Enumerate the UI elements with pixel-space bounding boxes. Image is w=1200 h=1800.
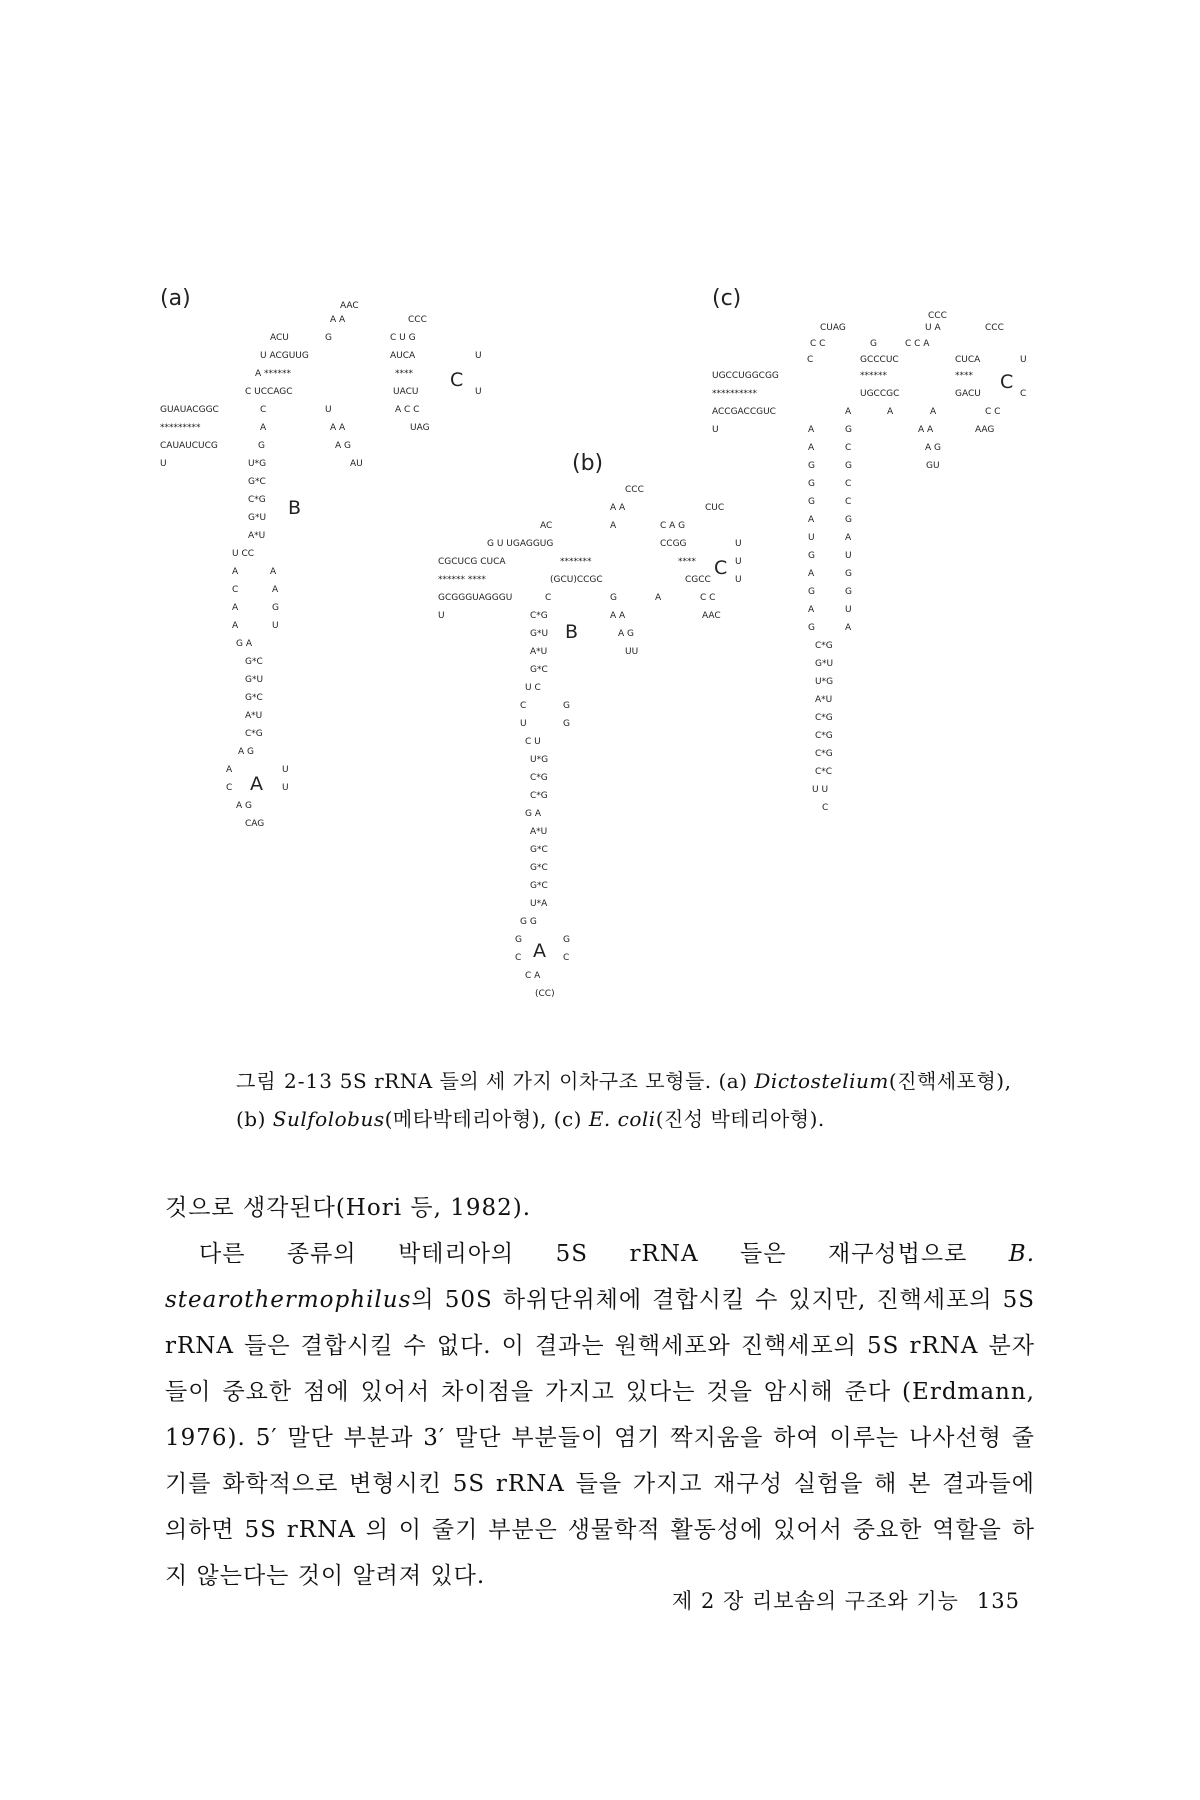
svg-text:A G: A G <box>925 443 941 453</box>
svg-text:A*U: A*U <box>530 827 548 837</box>
svg-text:CCC: CCC <box>408 315 427 325</box>
svg-text:C*G: C*G <box>245 729 263 739</box>
svg-text:U CC: U CC <box>232 549 255 559</box>
svg-text:A*U: A*U <box>530 647 548 657</box>
svg-text:C UCCAGC: C UCCAGC <box>245 387 293 397</box>
svg-text:C*G: C*G <box>530 773 548 783</box>
svg-text:A: A <box>808 443 815 453</box>
svg-text:C: C <box>515 953 522 963</box>
svg-text:*********: ********* <box>160 423 201 433</box>
svg-text:CCGG: CCGG <box>660 539 687 549</box>
svg-text:GACU: GACU <box>955 389 981 399</box>
svg-text:A: A <box>610 521 617 531</box>
svg-text:*******: ******* <box>560 557 592 567</box>
svg-text:******: ****** <box>860 371 887 381</box>
svg-text:C A G: C A G <box>660 521 686 531</box>
svg-text:****** ****: ****** **** <box>438 575 486 585</box>
svg-text:CCC: CCC <box>928 311 947 321</box>
svg-text:G: G <box>808 497 815 507</box>
svg-text:G: G <box>845 587 852 597</box>
svg-text:G*U: G*U <box>815 659 834 669</box>
svg-text:G U UGAGGUG: G U UGAGGUG <box>487 539 554 549</box>
paragraph-2-start: 다른 종류의 박테리아의 5S rRNA 들은 재구성법으로 <box>199 1241 968 1267</box>
svg-text:****: **** <box>395 369 413 379</box>
svg-text:G: G <box>845 569 852 579</box>
svg-text:****: **** <box>678 557 696 567</box>
svg-text:GCGGGUAGGGU: GCGGGUAGGGU <box>438 593 513 603</box>
svg-text:A A: A A <box>610 611 626 621</box>
svg-text:C: C <box>845 443 852 453</box>
svg-text:G: G <box>325 333 332 343</box>
svg-text:A A: A A <box>610 503 626 513</box>
svg-text:A G: A G <box>238 747 254 757</box>
svg-text:C: C <box>845 497 852 507</box>
svg-text:U*A: U*A <box>530 899 548 909</box>
panel-a-domain-b: B <box>288 497 302 519</box>
svg-text:AUCA: AUCA <box>390 351 416 361</box>
panel-a-domain-a: A <box>250 773 263 795</box>
svg-text:U*G: U*G <box>815 677 834 687</box>
svg-text:C*G: C*G <box>815 641 833 651</box>
svg-text:G: G <box>563 935 570 945</box>
panel-a-domain-c: C <box>450 369 464 391</box>
svg-text:U ACGUUG: U ACGUUG <box>260 351 309 361</box>
svg-text:A: A <box>272 585 279 595</box>
svg-text:A: A <box>808 605 815 615</box>
svg-text:C: C <box>807 355 814 365</box>
caption-b-label: (b) <box>236 1107 266 1131</box>
svg-text:G G: G G <box>520 917 537 927</box>
svg-text:U*G: U*G <box>530 755 549 765</box>
panel-b-label: (b) <box>572 451 604 476</box>
svg-text:****: **** <box>955 371 973 381</box>
svg-text:C: C <box>545 593 552 603</box>
caption-c-desc: (진성 박테리아형). <box>655 1107 825 1131</box>
svg-text:CCC: CCC <box>625 485 644 495</box>
svg-text:G: G <box>610 593 617 603</box>
svg-text:C: C <box>226 783 233 793</box>
paragraph-2-rest: 의 50S 하위단위체에 결합시킬 수 있지만, 진핵세포의 5S rRNA 들은 결합시킬 수 없다. 이 결과는 원핵세포와 진핵세포의 5S rRNA 분자들이 중요한 점에 있어서 차이점을 가지고 있다는 것을 암시해 준다 (Erdmann, 1976). 5′ 말단 부분과 3′ 말단 부분들이 염기 짝지움을 하여 이루는 나사선형 줄기를 화학적으로 변형시킨 5S rRNA 들을 가지고 재구성 실험을 해 본 결과들에 의하면 5S rRNA 의 이 줄기 부분은 생물학적 활동성에 있어서 중요한 역할을 하지 않는다는 것이 알려져 있다. <box>165 1287 1035 1589</box>
caption-b-desc: (메타박테리아형), <box>384 1107 547 1131</box>
body-text <box>165 1185 1035 1599</box>
caption-a-organism: Dictostelium <box>754 1069 889 1093</box>
svg-text:G*U: G*U <box>248 513 267 523</box>
svg-text:A: A <box>232 621 239 631</box>
svg-text:UU: UU <box>625 647 639 657</box>
svg-text:G*C: G*C <box>530 881 548 891</box>
svg-text:ACU: ACU <box>270 333 289 343</box>
svg-text:C: C <box>563 953 570 963</box>
svg-text:G A: G A <box>525 809 541 819</box>
svg-text:C: C <box>232 585 239 595</box>
svg-text:U: U <box>475 387 482 397</box>
svg-text:U: U <box>845 551 852 561</box>
svg-text:A*U: A*U <box>248 531 266 541</box>
svg-text:G: G <box>808 551 815 561</box>
panel-b <box>438 451 742 999</box>
page-footer <box>600 1585 1020 1615</box>
svg-text:CAUAUCUCG: CAUAUCUCG <box>160 441 218 451</box>
svg-text:U: U <box>282 783 289 793</box>
svg-text:C*G: C*G <box>530 611 548 621</box>
svg-text:UGCCUGGCGG: UGCCUGGCGG <box>712 371 779 381</box>
svg-text:C C A: C C A <box>905 339 930 349</box>
svg-text:A: A <box>270 567 277 577</box>
svg-text:G*C: G*C <box>248 477 266 487</box>
svg-text:U C: U C <box>525 683 541 693</box>
svg-text:A: A <box>845 623 852 633</box>
svg-text:C C: C C <box>700 593 716 603</box>
svg-text:C*G: C*G <box>815 713 833 723</box>
svg-text:C C: C C <box>985 407 1001 417</box>
svg-text:A C C: A C C <box>395 405 420 415</box>
caption-prefix: 그림 2-13 <box>236 1069 333 1093</box>
caption-b-organism: Sulfolobus <box>272 1107 385 1131</box>
svg-text:A: A <box>232 567 239 577</box>
svg-text:G: G <box>845 515 852 525</box>
svg-text:CCC: CCC <box>985 323 1004 333</box>
panel-c-domain-c: C <box>1000 371 1014 393</box>
svg-text:GCCCUC: GCCCUC <box>860 355 899 365</box>
panel-a <box>160 286 482 829</box>
svg-text:A G: A G <box>236 801 252 811</box>
svg-text:C: C <box>845 479 852 489</box>
svg-text:AAC: AAC <box>340 301 359 311</box>
svg-text:CUC: CUC <box>705 503 725 513</box>
svg-text:A: A <box>808 425 815 435</box>
svg-text:A: A <box>808 569 815 579</box>
svg-text:U: U <box>1020 355 1027 365</box>
svg-text:U: U <box>282 765 289 775</box>
svg-text:A: A <box>845 533 852 543</box>
svg-text:C*G: C*G <box>815 749 833 759</box>
svg-text:U: U <box>808 533 815 543</box>
svg-text:A A: A A <box>918 425 934 435</box>
svg-text:U: U <box>520 719 527 729</box>
svg-text:A*U: A*U <box>245 711 263 721</box>
svg-text:(GCU)CCGC: (GCU)CCGC <box>550 575 603 585</box>
svg-text:C: C <box>520 701 527 711</box>
svg-text:A: A <box>887 407 894 417</box>
page-number: 135 <box>976 1589 1020 1613</box>
panel-b-domain-a: A <box>533 940 546 962</box>
svg-text:A A: A A <box>330 423 346 433</box>
svg-text:C A: C A <box>525 971 541 981</box>
svg-text:G: G <box>515 935 522 945</box>
svg-text:A*U: A*U <box>815 695 833 705</box>
svg-text:G: G <box>845 425 852 435</box>
svg-text:U*G: U*G <box>248 459 267 469</box>
svg-text:G: G <box>808 479 815 489</box>
svg-text:CGCUCG CUCA: CGCUCG CUCA <box>438 557 506 567</box>
svg-text:A: A <box>845 407 852 417</box>
svg-text:U: U <box>160 459 167 469</box>
svg-text:G: G <box>258 441 265 451</box>
paragraph-1: 것으로 생각된다(Hori 등, 1982). <box>165 1195 532 1221</box>
svg-text:C*C: C*C <box>815 767 833 777</box>
svg-text:C: C <box>1020 389 1027 399</box>
caption-a-desc: (진핵세포형), <box>888 1069 1012 1093</box>
svg-text:C U: C U <box>525 737 541 747</box>
svg-text:G*U: G*U <box>245 675 264 685</box>
svg-text:A: A <box>226 765 233 775</box>
svg-text:U: U <box>325 405 332 415</box>
svg-text:GUAUACGGC: GUAUACGGC <box>160 405 219 415</box>
svg-text:AU: AU <box>350 459 363 469</box>
chapter-title: 제 2 장 리보솜의 구조와 기능 <box>672 1589 959 1613</box>
svg-text:C*G: C*G <box>815 731 833 741</box>
svg-text:G: G <box>808 623 815 633</box>
svg-text:G: G <box>808 587 815 597</box>
caption-c-organism: E. coli <box>588 1107 656 1131</box>
svg-text:G: G <box>272 603 279 613</box>
svg-text:A ******: A ****** <box>255 369 292 379</box>
caption-c-label: (c) <box>553 1107 582 1131</box>
svg-text:G: G <box>563 701 570 711</box>
svg-text:U: U <box>712 425 719 435</box>
svg-text:U: U <box>735 539 742 549</box>
svg-text:AAG: AAG <box>975 425 995 435</box>
svg-text:A: A <box>655 593 662 603</box>
svg-text:G: G <box>870 339 877 349</box>
svg-text:G*U: G*U <box>530 629 549 639</box>
svg-text:AAC: AAC <box>702 611 721 621</box>
svg-text:UAG: UAG <box>410 423 430 433</box>
svg-text:GU: GU <box>926 461 940 471</box>
svg-text:U: U <box>272 621 279 631</box>
svg-text:AC: AC <box>540 521 553 531</box>
svg-text:CUCA: CUCA <box>955 355 981 365</box>
svg-text:A: A <box>808 515 815 525</box>
svg-text:C: C <box>260 405 267 415</box>
panel-b-domain-c: C <box>714 557 728 579</box>
svg-text:A: A <box>260 423 267 433</box>
svg-text:U A: U A <box>925 323 941 333</box>
svg-text:C C: C C <box>810 339 826 349</box>
svg-text:CGCC: CGCC <box>685 575 711 585</box>
panel-b-domain-b: B <box>565 621 579 643</box>
svg-text:G*C: G*C <box>530 845 548 855</box>
caption-text: 5S rRNA 들의 세 가지 이차구조 모형들. <box>339 1069 712 1093</box>
panel-c <box>712 286 1027 813</box>
svg-text:CAG: CAG <box>245 819 265 829</box>
svg-text:G*C: G*C <box>245 693 263 703</box>
svg-text:G*C: G*C <box>530 863 548 873</box>
svg-text:C U G: C U G <box>390 333 416 343</box>
svg-text:U: U <box>735 557 742 567</box>
figure-caption <box>236 1062 1016 1138</box>
svg-text:(CC): (CC) <box>535 989 555 999</box>
caption-a-label: (a) <box>718 1069 748 1093</box>
svg-text:G*C: G*C <box>245 657 263 667</box>
svg-text:A G: A G <box>335 441 351 451</box>
svg-text:U: U <box>735 575 742 585</box>
paragraph-2 <box>165 1231 1035 1599</box>
species-name: B. stearothermophilus <box>165 1241 1036 1313</box>
svg-text:C*G: C*G <box>248 495 266 505</box>
svg-text:UACU: UACU <box>393 387 419 397</box>
svg-text:U: U <box>475 351 482 361</box>
panel-c-label: (c) <box>712 286 742 311</box>
svg-text:A A: A A <box>330 315 346 325</box>
svg-text:CUAG: CUAG <box>820 323 846 333</box>
svg-text:U U: U U <box>812 785 829 795</box>
svg-text:G*C: G*C <box>530 665 548 675</box>
svg-text:U: U <box>438 611 445 621</box>
svg-text:U: U <box>845 605 852 615</box>
panel-a-label: (a) <box>160 286 191 311</box>
svg-text:G A: G A <box>236 639 252 649</box>
svg-text:C*G: C*G <box>530 791 548 801</box>
svg-text:ACCGACCGUC: ACCGACCGUC <box>712 407 776 417</box>
svg-text:**********: ********** <box>712 389 757 399</box>
svg-text:A: A <box>232 603 239 613</box>
svg-text:UGCCGC: UGCCGC <box>860 389 900 399</box>
svg-text:A: A <box>930 407 937 417</box>
svg-text:G: G <box>808 461 815 471</box>
svg-text:G: G <box>845 461 852 471</box>
svg-text:G: G <box>563 719 570 729</box>
svg-text:A G: A G <box>618 629 634 639</box>
svg-text:C: C <box>822 803 829 813</box>
